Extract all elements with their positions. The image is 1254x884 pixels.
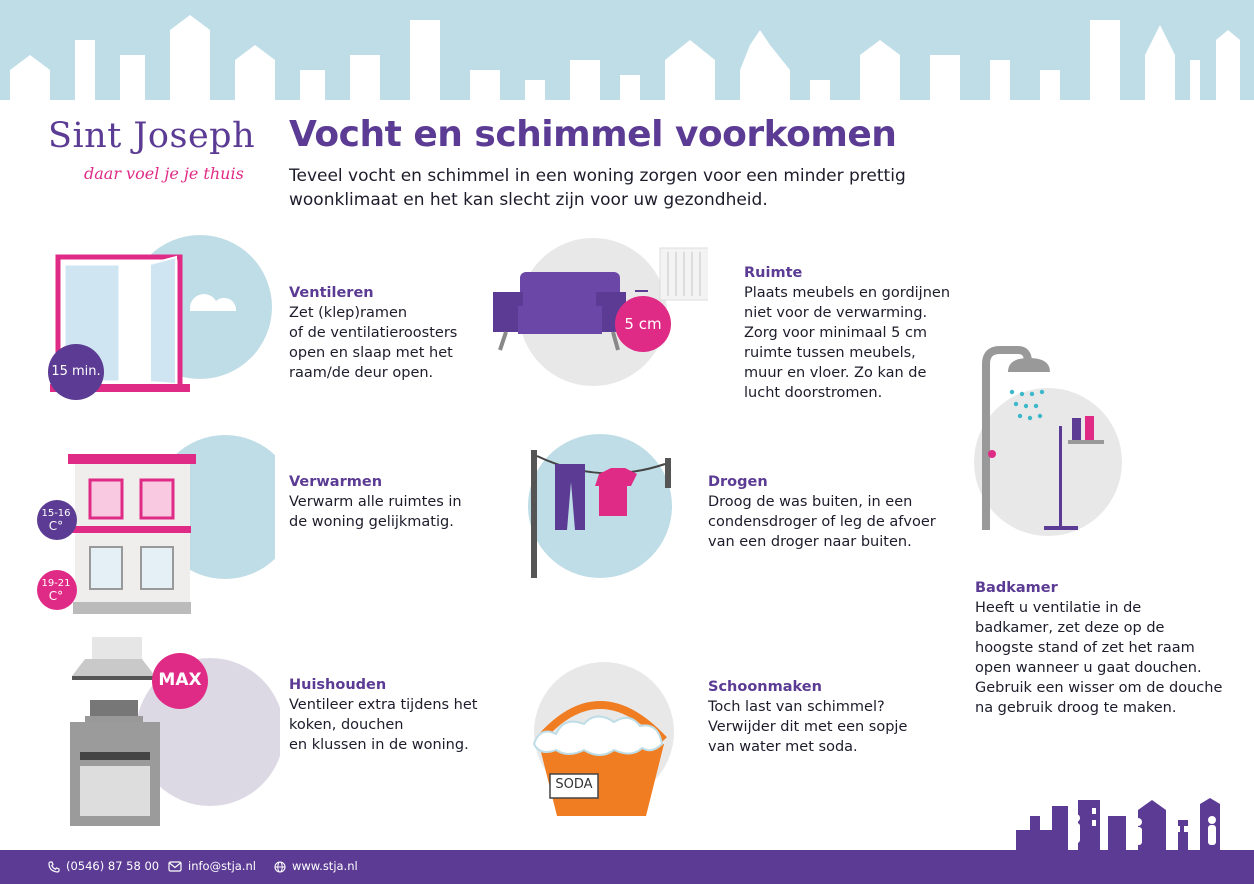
ruimte-badge: 5 cm — [624, 315, 662, 333]
tip-schoonmaken-title: Schoonmaken — [708, 679, 822, 695]
tip-ruimte-body: Plaats meubels en gordijnen niet voor de verwarming. Zorg voor minimaal 5 cm ruimte tussen meubels, muur en vloer. Zo kan de lucht doorstromen. — [744, 285, 951, 401]
ventileren-badge: 15 min. — [51, 364, 101, 379]
tip-drogen-title: Drogen — [708, 474, 768, 490]
tip-ruimte-title: Ruimte — [744, 265, 803, 281]
footer-email[interactable] — [168, 859, 256, 873]
tip-badkamer-title: Badkamer — [975, 580, 1058, 596]
tip-ventileren-title: Ventileren — [289, 285, 374, 301]
stove-icon — [60, 632, 280, 832]
tip-verwarmen — [289, 472, 462, 532]
footer-bar — [0, 850, 1254, 884]
brand-tagline: daar voel je je thuis — [84, 164, 244, 183]
tip-drogen — [708, 472, 936, 552]
footer-email-text: info@stja.nl — [188, 859, 256, 873]
brand-name: Sint Joseph — [48, 116, 256, 156]
sofa-icon — [488, 236, 708, 388]
temp-unit: C° — [48, 589, 64, 603]
footer-website[interactable] — [274, 859, 358, 873]
temp-upper-floor: 15-16 — [41, 508, 71, 519]
tip-verwarmen-body: Verwarm alle ruimtes in de woning gelijkmatig. — [289, 494, 462, 530]
page-title: Vocht en schimmel voorkomen — [289, 114, 897, 155]
footer-website-text: www.stja.nl — [292, 859, 358, 873]
footer-phone[interactable] — [48, 859, 159, 873]
footer-phone-text: (0546) 87 58 00 — [66, 859, 160, 873]
tip-ventileren-body: Zet (klep)ramen of de ventilatieroosters open en slaap met het raam/de deur open. — [289, 305, 458, 381]
tip-ventileren — [289, 283, 457, 383]
tip-huishouden — [289, 675, 477, 755]
mail-icon — [168, 861, 182, 872]
temp-unit: C° — [48, 519, 64, 533]
intro-text: Teveel vocht en schimmel in een woning zorgen voor een minder prettig woonklimaat en het kan slecht zijn voor uw gezondheid. — [289, 166, 906, 210]
tip-schoonmaken — [708, 677, 907, 757]
verwarmen-badge-top — [37, 508, 75, 532]
city-skyline-icon — [1016, 796, 1254, 852]
huishouden-badge: MAX — [158, 670, 202, 690]
shower-icon — [968, 344, 1138, 540]
temp-lower-floor: 19-21 — [41, 578, 71, 589]
bucket-label: SODA — [555, 777, 593, 792]
tip-ruimte — [744, 263, 950, 403]
tip-schoonmaken-body: Toch last van schimmel? Verwijder dit met een sopje van water met soda. — [708, 699, 908, 755]
tip-badkamer — [975, 578, 1222, 718]
globe-icon — [274, 861, 286, 873]
tip-huishouden-title: Huishouden — [289, 677, 387, 693]
tip-drogen-body: Droog de was buiten, in een condensdroger of leg de afvoer van een droger naar buiten. — [708, 494, 936, 550]
bucket-icon — [524, 660, 684, 820]
phone-icon — [48, 861, 60, 873]
clothesline-icon — [525, 434, 685, 582]
verwarmen-badge-bottom — [37, 578, 75, 602]
tip-verwarmen-title: Verwarmen — [289, 474, 383, 490]
tip-huishouden-body: Ventileer extra tijdens het koken, douchen en klussen in de woning. — [289, 697, 478, 753]
tip-badkamer-body: Heeft u ventilatie in de badkamer, zet deze op de hoogste stand of zet het raam open wanneer u gaat douchen. Gebruik een wisser om de douche na gebruik droog te maken. — [975, 600, 1223, 716]
